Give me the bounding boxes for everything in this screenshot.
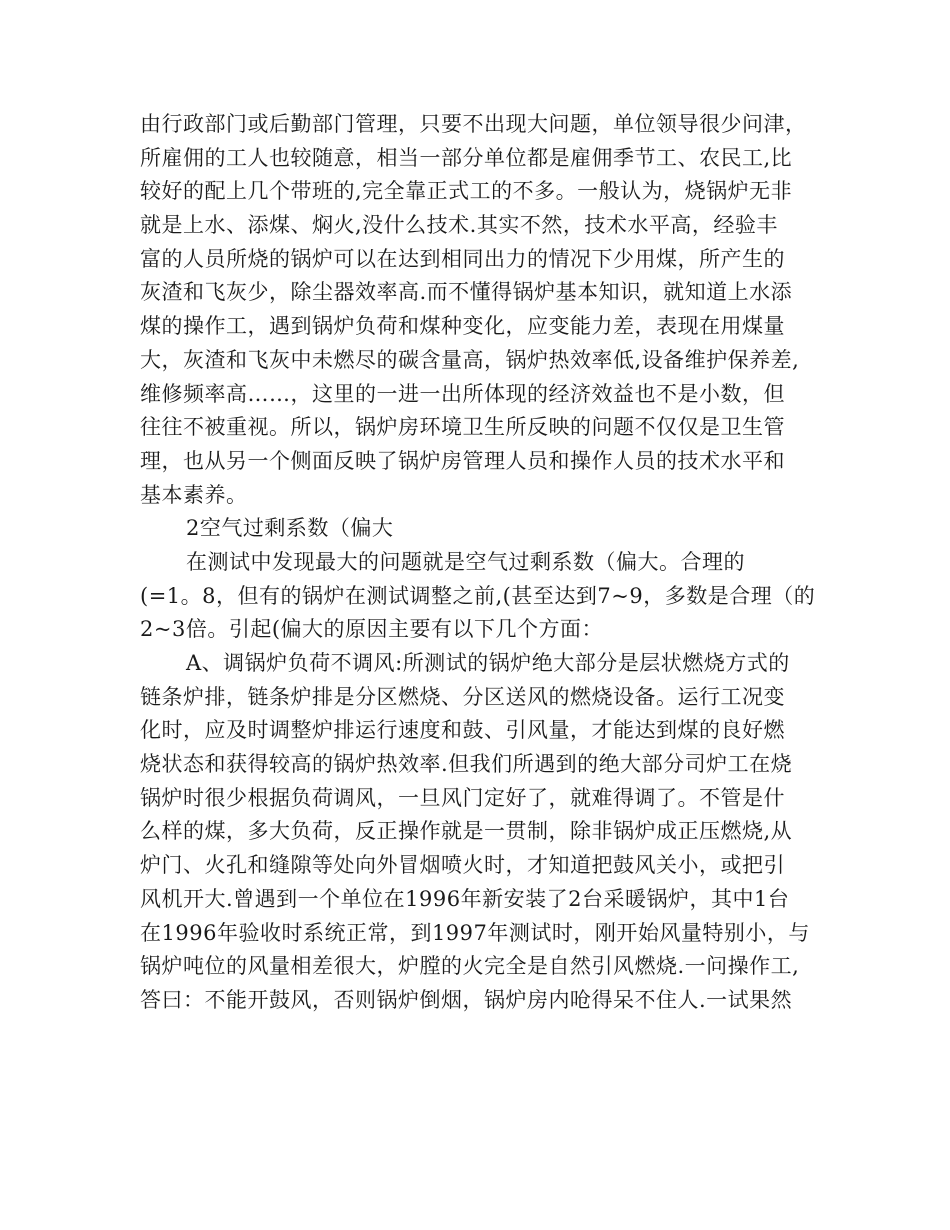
text-line: 灰渣和飞灰少，除尘器效率高.而不懂得锅炉基本知识，就知道上水添 [140,280,793,305]
text-line: 在测试中发现最大的问题就是空气过剩系数（偏大。合理的 [186,549,745,574]
text-line: 大，灰渣和飞灰中未燃尽的碳含量高，锅炉热效率低,设备维护保养差, [140,347,800,372]
text-line: 富的人员所烧的锅炉可以在达到相同出力的情况下少用煤，所产生的 [140,246,785,271]
text-line: (=1。8，但有的锅炉在测试调整之前,(甚至达到7~9，多数是合理（的 [140,583,816,608]
text-line: 链条炉排，链条炉排是分区燃烧、分区送风的燃烧设备。运行工况变 [140,684,785,709]
text-line: 锅炉时很少根据负荷调风，一旦风门定好了，就难得调了。不管是什 [140,785,785,810]
text-line: 烧状态和获得较高的锅炉热效率.但我们所遇到的绝大部分司炉工在烧 [140,752,793,777]
text-line: 2~3倍。引起(偏大的原因主要有以下几个方面： [140,617,604,642]
text-line: 煤的操作工，遇到锅炉负荷和煤种变化，应变能力差，表现在用煤量 [140,314,785,339]
text-line: 2空气过剩系数（偏大 [186,516,394,541]
text-line: A、调锅炉负荷不调风:所测试的锅炉绝大部分是层状燃烧方式的 [186,651,790,675]
text-line: 所雇佣的工人也较随意，相当一部分单位都是雇佣季节工、农民工,比 [140,145,793,170]
text-line: 炉门、火孔和缝隙等处向外冒烟喷火时，才知道把鼓风关小，或把引 [140,853,785,878]
body-text [140,108,820,1018]
text-line: 往往不被重视。所以，锅炉房环境卫生所反映的问题不仅仅是卫生管 [140,415,785,440]
text-line: 较好的配上几个带班的,完全靠正式工的不多。一般认为，烧锅炉无非 [140,179,793,204]
text-line: 就是上水、添煤、焖火,没什么技术.其实不然，技术水平高，经验丰 [140,213,778,238]
text-line: 由行政部门或后勤部门管理，只要不出现大问题，单位领导很少问津， [140,112,807,136]
text-line: 答曰：不能开鼓风，否则锅炉倒烟，锅炉房内呛得呆不住人.一试果然 [140,987,793,1012]
text-line: 么样的煤，多大负荷，反正操作就是一贯制，除非锅炉成正压燃烧,从 [140,819,793,844]
text-line: 锅炉吨位的风量相差很大，炉膛的火完全是自然引风燃烧.一问操作工, [140,954,800,979]
text-line: 理，也从另一个侧面反映了锅炉房管理人员和操作人员的技术水平和 [140,448,785,473]
text-line: 风机开大.曾遇到一个单位在1996年新安装了2台采暖锅炉，其中1台 [140,886,790,911]
text-line: 化时，应及时调整炉排运行速度和鼓、引风量，才能达到煤的良好燃 [140,718,785,743]
text-line: 在1996年验收时系统正常，到1997年测试时，刚开始风量特别小，与 [140,920,810,945]
text-line: 维修频率高……，这里的一进一出所体现的经济效益也不是小数，但 [140,381,785,406]
text-line: 基本素养。 [140,482,248,507]
